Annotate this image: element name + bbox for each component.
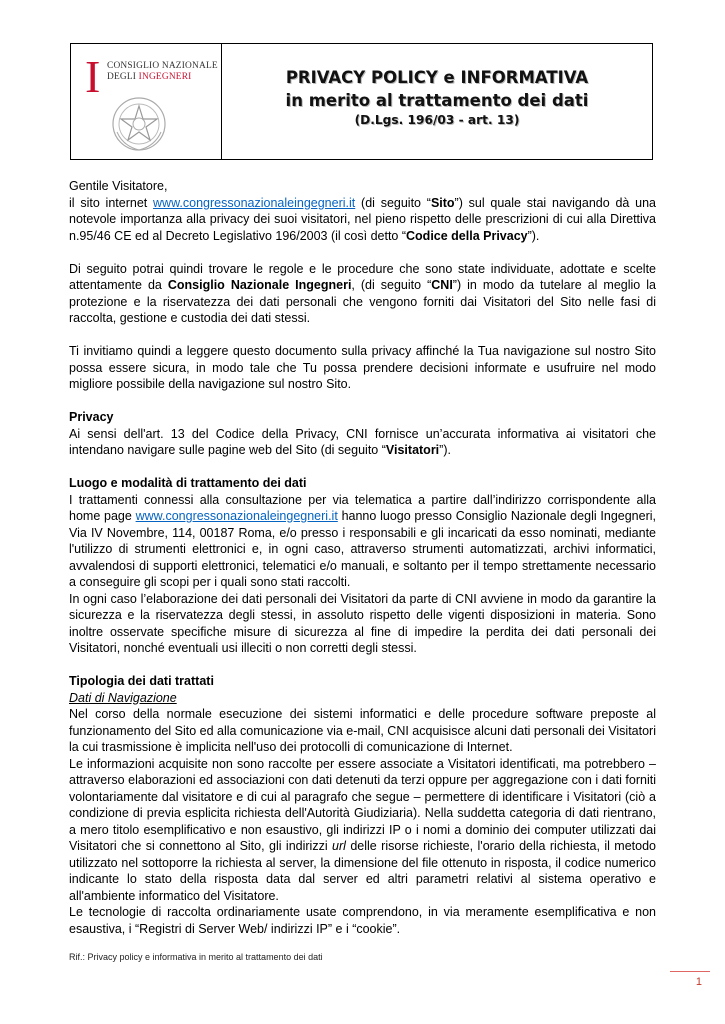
page-number: 1 — [695, 976, 702, 988]
tipologia-text: Le informazioni acquisite non sono raccolte per essere associate a Visitatori identificati, ma potrebbero – attraverso elaborazioni ed associazioni con dati detenuti da terzi oppure per aggregazione con i dati forniti volontariamente dal visitatore e di cui al paragrafo che segue – permettere di identificare i Visitatori (ciò a condizione di previa esplicita richiesta dell'Autorità Giudiziaria). Nella suddetta categoria di dati rientrano, a mero titolo esemplificativo e non esaustivo, gli indirizzi IP o i nomi a dominio dei computer utilizzati dai Visitatori che si connettono al Sito, gli indirizzi — [69, 756, 656, 853]
page-number-rule — [670, 971, 710, 972]
navigation-data-subheading — [69, 690, 656, 707]
footer-reference: Rif.: Privacy policy e informativa in merito al trattamento dei dati — [69, 952, 323, 962]
tipologia-heading — [69, 673, 656, 690]
title-line3: (D.Lgs. 196/03 - art. 13) — [354, 113, 520, 127]
luogo-text: I trattamenti connessi alla consultazione per via telematica a partire dall’indirizzo corrispondente alla home page — [69, 492, 656, 523]
luogo-paragraph — [69, 492, 656, 591]
document-header — [70, 43, 653, 160]
invite-paragraph: Ti invitiamo quindi a leggere questo documento sulla privacy affinché la Tua navigazione sul nostro Sito possa essere sicura, in modo tale che Tu possa prendere decisioni informate e usufruire nel modo migliore possibile della navigazione sul nostro Sito. — [69, 344, 656, 391]
rules-bold: CNI — [431, 278, 453, 292]
logo-line2-prefix: DEGLI — [107, 72, 137, 82]
intro-paragraph — [69, 195, 656, 245]
logo-line2-accent: INGEGNERI — [138, 72, 192, 82]
home-page-link[interactable]: www.congressonazionaleingegneri.it — [135, 509, 338, 523]
rules-text: Di seguito potrai quindi trovare le regole e le procedure che sono state individuate, adottate e scelte attentamente da — [69, 261, 656, 292]
privacy-text: ”). — [439, 443, 451, 457]
privacy-text: Ai sensi dell'art. 13 del Codice della Privacy, CNI fornisce un’accurata informativa ai visitatori che intendano navigare sulle pagine web del Sito (di seguito “ — [69, 426, 656, 457]
navigation-data-subheading-text: Dati di Navigazione — [69, 690, 177, 705]
document-title — [222, 44, 652, 159]
logo-mark: I — [85, 51, 101, 102]
rules-text: ”) in modo da tutelare al meglio la protezione e la riservatezza dei dati personali che vengono forniti dai Visitatori del Sito nelle fasi di raccolta, gestione e custodia dei dati stessi. — [69, 278, 656, 325]
title-line1: PRIVACY POLICY e INFORMATIVA — [285, 68, 589, 87]
greeting: Gentile Visitatore, — [69, 179, 168, 193]
site-link[interactable]: www.congressonazionaleingegneri.it — [153, 195, 356, 210]
tipologia-text: delle risorse richieste, l'orario della richiesta, il metodo utilizzato nel sottoporre la richiesta al server, la dimensione del file ottenuto in risposta, il codice numerico indicante lo stato della risposta data dal server ed altri parametri relativi al sistema operativo e all'ambiente informatico del Visitatore. — [69, 839, 656, 903]
luogo-paragraph-2: In ogni caso l’elaborazione dei dati personali dei Visitatori da parte di CNI avviene in modo da garantire la sicurezza e la riservatezza degli stessi, in assoluto rispetto delle vigenti disposizioni in materia. Sono inoltre osservate specifiche misure di sicurezza al fine di impedire la perdita dei dati personali dei Visitatori, nonché eventuali usi illeciti o non corretti degli stessi. — [69, 591, 656, 655]
logo-line1: CONSIGLIO NAZIONALE — [107, 61, 218, 71]
tipologia-paragraph-1: Nel corso della normale esecuzione dei sistemi informatici e delle procedure software preposte al funzionamento del Sito ed alla comunicazione via e-mail, CNI acquisisce alcuni dati personali dei Visitatori la cui trasmissione è implicita nell'uso dei protocolli di comunicazione di Internet. — [69, 707, 656, 754]
italian-emblem-icon — [111, 96, 167, 152]
title-line2: in merito al trattamento dei dati — [285, 91, 589, 110]
tipologia-paragraph-2 — [69, 756, 656, 905]
intro-bold: Codice della Privacy — [406, 228, 528, 243]
intro-bold: Sito — [430, 195, 455, 210]
intro-text: ”). — [527, 228, 540, 243]
privacy-bold: Visitatori — [385, 443, 440, 457]
privacy-paragraph — [69, 426, 656, 459]
intro-text: (di seguito “ — [355, 195, 431, 210]
privacy-heading — [69, 409, 656, 426]
intro-text: il sito internet — [69, 195, 154, 210]
tipologia-italic: url — [332, 839, 346, 853]
tipologia-paragraph-3: Le tecnologie di raccolta ordinariamente usate comprendono, in via meramente esemplificativa e non esaustiva, i “Registri di Server Web/ indirizzi IP” e i “cookie”. — [69, 905, 656, 936]
luogo-heading — [69, 475, 656, 492]
document-body — [69, 178, 656, 937]
rules-text: , (di seguito “ — [351, 278, 432, 292]
logo-text — [107, 61, 218, 83]
logo-line2 — [107, 72, 218, 83]
rules-bold: Consiglio Nazionale Ingegneri — [167, 278, 352, 292]
luogo-text: hanno luogo presso Consiglio Nazionale degli Ingegneri, Via IV Novembre, 114, 00187 Roma, e/o presso i responsabili e gli incaricati da esso nominati, mediante l'utilizzo di strumenti elettronici e, in ogni caso, attraverso strumenti automatizzati, archivi informatici, avvalendosi di supporti elettronici, telematici e/o manuali, e soltanto per il tempo strettamente necessario a conseguire gli scopi per i quali sono stati raccolti. — [69, 509, 656, 589]
privacy-heading-text: Privacy — [69, 410, 114, 424]
luogo-heading-text: Luogo e modalità di trattamento dei dati — [69, 476, 307, 490]
rules-paragraph — [69, 261, 656, 327]
intro-text: ”) sul quale stai navigando dà una notevole importanza alla privacy dei suoi visitatori, nel pieno rispetto delle prescrizioni di cui alla Direttiva n.95/46 CE ed al Decreto Legislativo 196/2003 (il così detto “ — [69, 195, 656, 243]
tipologia-heading-text: Tipologia dei dati trattati — [69, 674, 214, 688]
cni-logo — [71, 44, 221, 159]
